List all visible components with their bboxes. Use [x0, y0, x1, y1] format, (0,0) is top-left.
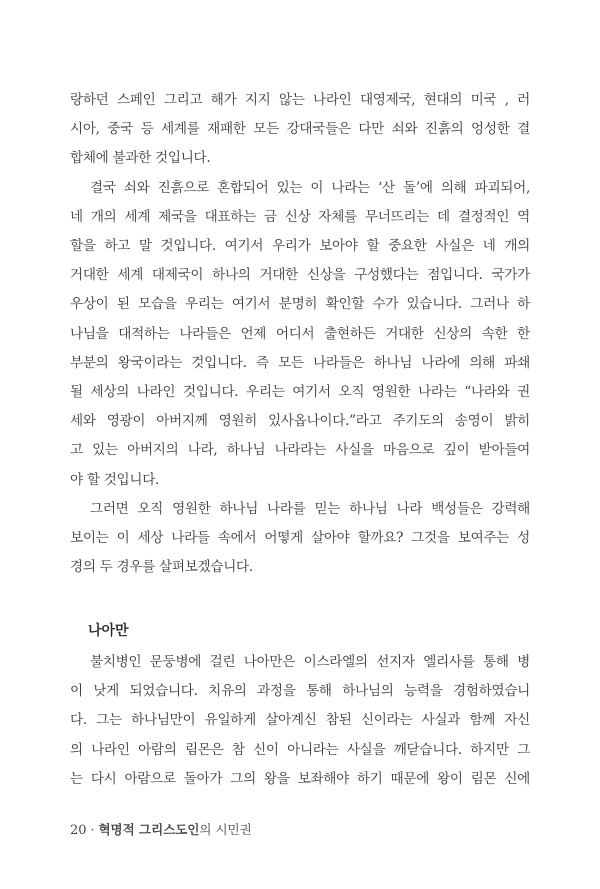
- body-text: [70, 86, 530, 582]
- text-line: 랑하던 스페인 그리고 해가 지지 않는 나라인 대영제국, 현대의 미국 , 러: [70, 92, 530, 108]
- page-number: 20: [70, 823, 87, 838]
- text-line: 는 다시 아람으로 돌아가 그의 왕을 보좌해야 하기 때문에 왕이 림몬 신에: [70, 770, 530, 787]
- text-line: 고 있는 아버지의 나라, 하나님 나라라는 사실을 마음으로 깊이 받아들여: [70, 442, 530, 459]
- text-line: 결국 쇠와 진흙으로 혼합되어 있는 이 나라는 ‘산 돌’에 의해 파괴되어,: [90, 179, 530, 196]
- text-line: 거대한 세계 대제국이 하나의 거대한 신상을 구성했다는 점입니다. 국가가: [70, 267, 530, 284]
- book-title-suffix: 의 시민권: [199, 822, 252, 837]
- footer-separator: ·: [86, 822, 99, 837]
- text-line: 불치병인 문둥병에 걸린 나아만은 이스라엘의 선지자 엘리사를 통해 병: [90, 654, 530, 670]
- text-line: 시아, 중국 등 세계를 재패한 모든 강대국들은 다만 쇠와 진흙의 엉성한 결: [70, 121, 530, 138]
- text-line: 우상이 된 모습을 우리는 여기서 분명히 확인할 수가 있습니다. 그러나 하: [70, 296, 530, 313]
- text-line: 나님을 대적하는 나라들은 언제 어디서 출현하든 거대한 신상의 속한 한: [70, 325, 530, 342]
- paragraph-2: [70, 174, 530, 495]
- text-line: 이 낫게 되었습니다. 치유의 과정을 통해 하나님의 능력을 경험하였습니: [70, 683, 530, 700]
- text-line: 그러면 오직 영원한 하나님 나라를 믿는 하나님 나라 백성들은 강력해: [90, 500, 530, 517]
- text-line: 부분의 왕국이라는 것입니다. 즉 모든 나라들은 하나님 나라에 의해 파쇄: [70, 354, 530, 371]
- text-line: 합체에 불과한 것입니다.: [70, 150, 211, 167]
- text-line: 다. 그는 하나님만이 유일하게 살아계신 참된 신이라는 사실과 함께 자신: [70, 712, 530, 729]
- page-footer: [70, 820, 252, 838]
- paragraph-3: [70, 495, 530, 583]
- text-line: 세와 영광이 아버지께 영원히 있사옵나이다.”라고 주기도의 송영이 밝히: [70, 413, 530, 430]
- paragraph-4: [70, 648, 530, 794]
- text-line: 될 세상의 나라인 것입니다. 우리는 여기서 오직 영원한 나라는 “나라와 권: [70, 384, 530, 401]
- book-title: 혁명적 그리스도인: [98, 822, 200, 837]
- text-line: 보이는 이 세상 나라들 속에서 어떻게 살아야 할까요? 그것을 보여주는 성: [70, 530, 530, 547]
- text-line: 네 개의 세계 제국을 대표하는 금 신상 자체를 무너뜨리는 데 결정적인 역: [70, 208, 530, 225]
- section-body: [70, 648, 530, 794]
- text-line: 의 나라인 아람의 림몬은 참 신이 아니라는 사실을 깨닫습니다. 하지만 그: [70, 741, 530, 758]
- text-line: 경의 두 경우를 살펴보겠습니다.: [70, 559, 253, 576]
- text-line: 야 할 것입니다.: [70, 471, 160, 488]
- paragraph-1: [70, 86, 530, 174]
- text-line: 할을 하고 말 것입니다. 여기서 우리가 보아야 할 중요한 사실은 네 개의: [70, 238, 530, 255]
- section-heading: 나아만: [88, 623, 129, 639]
